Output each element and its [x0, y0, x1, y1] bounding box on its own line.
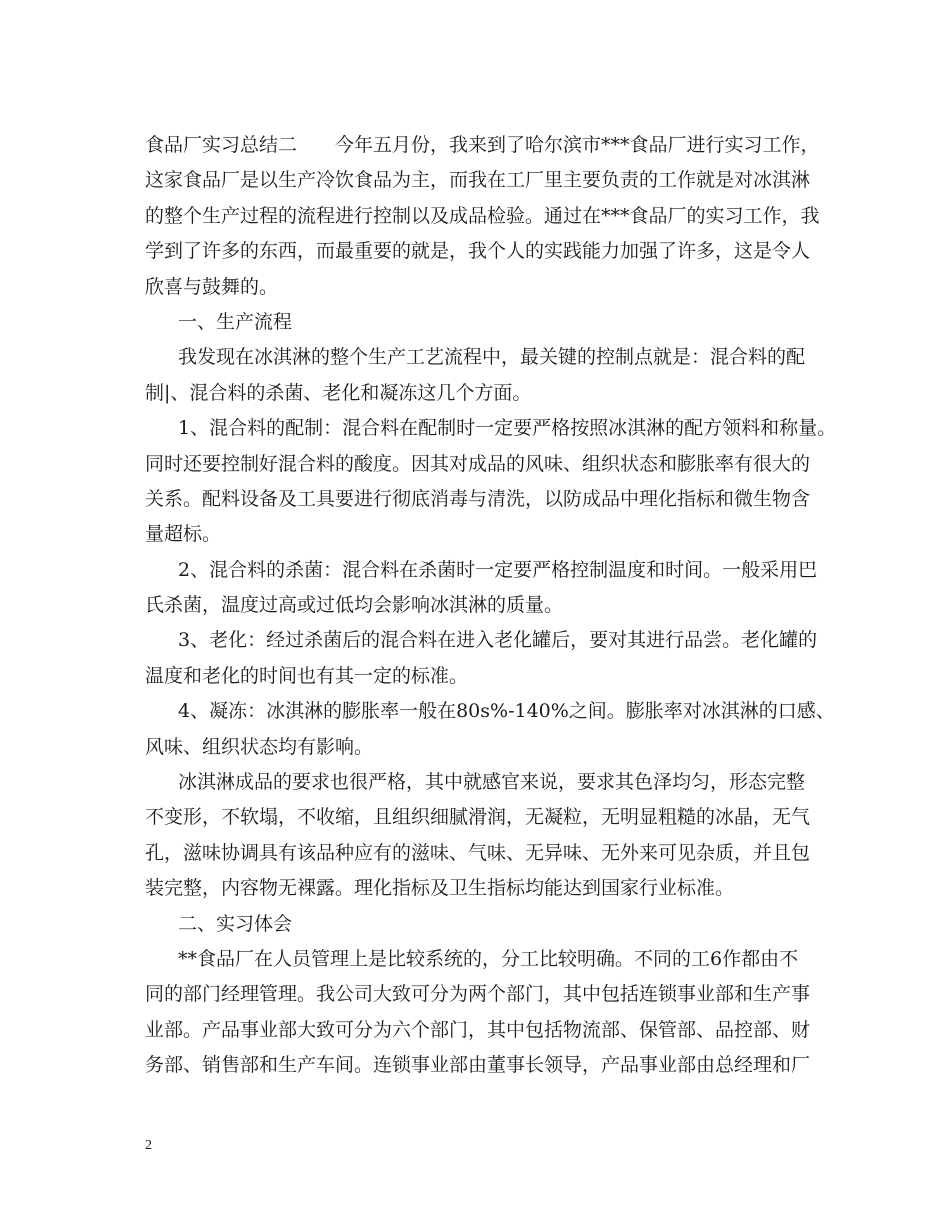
- text-line: 这家食品厂是以生产冷饮食品为主，而我在工厂里主要负责的工作就是对冰淇淋: [145, 169, 811, 192]
- text-line: 关系。配料设备及工具要进行彻底消毒与清洗，以防成品中理化指标和微生物含: [145, 487, 811, 510]
- section-heading: 二、实习体会: [178, 912, 293, 935]
- text-line: 装完整，内容物无裸露。理化指标及卫生指标均能达到国家行业标准。: [145, 877, 735, 900]
- page-number: 2: [145, 1138, 152, 1153]
- text-line: 同时还要控制好混合料的酸度。因其对成品的风味、组织状态和膨胀率有很大的: [145, 452, 811, 475]
- text-line: 食品厂实习总结二 今年五月份，我来到了哈尔滨市***食品厂进行实习工作，: [145, 134, 820, 156]
- text-line: 同的部门经理管理。我公司大致可分为两个部门，其中包括连锁事业部和生产事: [145, 983, 811, 1006]
- text-line: 1、混合料的配制：混合料在配制时一定要严格按照冰淇淋的配方领料和称量。: [178, 417, 837, 440]
- text-line: 氏杀菌，温度过高或过低均会影响冰淇淋的质量。: [145, 594, 564, 617]
- text-line: 的整个生产过程的流程进行控制以及成品检验。通过在***食品厂的实习工作，我: [145, 204, 820, 227]
- text-line: 制|、混合料的杀菌、老化和凝冻这几个方面。: [145, 381, 532, 404]
- text-line: 不变形，不软塌，不收缩，且组织细腻滑润，无凝粒，无明显粗糙的冰晶，无气: [145, 806, 811, 829]
- text-line: 风味、组织状态均有影响。: [145, 735, 374, 758]
- text-line: 2、混合料的杀菌：混合料在杀菌时一定要严格控制温度和时间。一般采用巴: [178, 558, 818, 581]
- text-line: 我发现在冰淇淋的整个生产工艺流程中，最关键的控制点就是：混合料的配: [178, 346, 806, 369]
- text-line: 业部。产品事业部大致可分为六个部门，其中包括物流部、保管部、品控部、财: [145, 1018, 811, 1041]
- text-line: **食品厂在人员管理上是比较系统的，分工比较明确。不同的工6作都由不: [178, 947, 799, 970]
- text-line: 孔，滋味协调具有该品种应有的滋味、气味、无异味、无外来可见杂质，并且包: [145, 841, 811, 864]
- text-line: 冰淇淋成品的要求也很严格，其中就感官来说，要求其色泽均匀，形态完整: [178, 771, 806, 794]
- text-line: 4、凝冻：冰淇淋的膨胀率一般在80s%-140%之间。膨胀率对冰淇淋的口感、: [178, 700, 835, 723]
- document-body: [145, 128, 837, 1084]
- text-line: 学到了许多的东西，而最重要的就是，我个人的实践能力加强了许多，这是令人: [145, 240, 811, 263]
- text-line: 温度和老化的时间也有其一定的标准。: [145, 664, 469, 687]
- text-line: 3、老化：经过杀菌后的混合料在进入老化罐后，要对其进行品尝。老化罐的: [178, 629, 818, 652]
- text-line: 务部、销售部和生产车间。连锁事业部由董事长领导，产品事业部由总经理和厂: [145, 1054, 811, 1077]
- text-line: 量超标。: [145, 523, 222, 546]
- text-line: 欣喜与鼓舞的。: [145, 275, 279, 298]
- section-heading: 一、生产流程: [178, 310, 293, 333]
